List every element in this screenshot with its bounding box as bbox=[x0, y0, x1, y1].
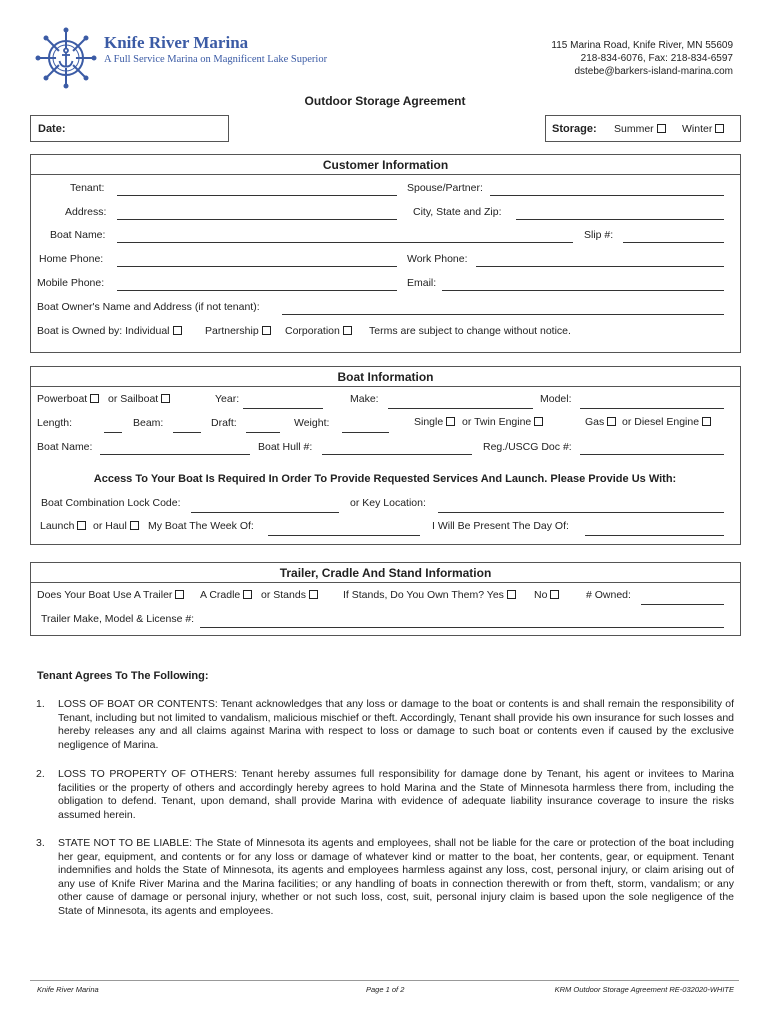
diesel-checkbox[interactable] bbox=[702, 417, 711, 426]
address-label: Address: bbox=[65, 206, 107, 218]
reg-label: Reg./USCG Doc #: bbox=[483, 441, 572, 453]
summer-label: Summer bbox=[614, 123, 654, 135]
summer-checkbox[interactable] bbox=[657, 124, 666, 133]
footer-right: KRM Outdoor Storage Agreement RE-032020-WHITE bbox=[554, 985, 734, 994]
term-2-text: LOSS TO PROPERTY OF OTHERS: Tenant hereby assumes full responsibility for damage done by Tenant, his agent or invitees to Marina facilities or the property of others and accordingly hereby agrees to hold Marina and the State of Minnesota harmless there from, including the obligation to defend. Tenant, upon demand, shall provide Marina with evidence of adequate liability insurance coverage to insure the risks assumed herein. bbox=[58, 768, 734, 821]
single-engine-checkbox[interactable] bbox=[446, 417, 455, 426]
year-label: Year: bbox=[215, 393, 240, 405]
boat-header-bar bbox=[30, 366, 741, 387]
corporation-checkbox[interactable] bbox=[343, 326, 352, 335]
model-field[interactable] bbox=[580, 408, 724, 409]
date-label: Date: bbox=[38, 123, 66, 135]
customer-header-bar bbox=[30, 154, 741, 175]
twin-label: or Twin Engine bbox=[462, 416, 532, 428]
stands-label: or Stands bbox=[261, 589, 306, 601]
home-phone-field[interactable] bbox=[117, 266, 397, 267]
email-label: Email: bbox=[407, 277, 437, 289]
boat-name-2-label: Boat Name: bbox=[37, 441, 93, 453]
make-field[interactable] bbox=[388, 408, 533, 409]
trailer-header-bar bbox=[30, 562, 741, 583]
ships-wheel-logo-icon bbox=[34, 26, 98, 90]
boat-name-field[interactable] bbox=[117, 242, 573, 243]
work-phone-field[interactable] bbox=[476, 266, 724, 267]
twin-engine-checkbox[interactable] bbox=[534, 417, 543, 426]
individual-checkbox[interactable] bbox=[173, 326, 182, 335]
length-label: Length: bbox=[37, 417, 73, 429]
year-field[interactable] bbox=[243, 408, 323, 409]
own-stands-no-option[interactable] bbox=[534, 589, 559, 601]
form-title: Outdoor Storage Agreement bbox=[304, 94, 466, 108]
term-3-text: STATE NOT TO BE LIABLE: The State of Minnesota its agents and employees, shall not be liable for the care or protection of the boat including her gear, equipment, and contents or for any loss or damage of whatever kind or matter to the boat, her contents, gear, or equipment. Tenant indemnifies and holds the State of Minnesota, its agents and employees harmless against any loss, cost, personal injury, or claim arising out of any use of Knife River Marina and the Marina facilities; or any handling of boats in connection therewith or from theft, storm, vandalism; or any other cause of damage or personal injury, whether or not such loss, cost, suit, personal injury claim is based upon the sole negligence of the State of Minnesota, its agents and employees. bbox=[58, 837, 734, 917]
present-day-field[interactable] bbox=[585, 535, 724, 536]
owned-by-label: Boat is Owned by: Individual bbox=[37, 325, 170, 337]
haul-checkbox[interactable] bbox=[130, 521, 139, 530]
gas-label: Gas bbox=[585, 416, 605, 428]
work-phone-label: Work Phone: bbox=[407, 253, 468, 265]
slip-label: Slip #: bbox=[584, 229, 614, 241]
city-label: City, State and Zip: bbox=[413, 206, 502, 218]
term-1-number: 1. bbox=[36, 698, 45, 710]
powerboat-option[interactable] bbox=[37, 393, 99, 405]
winter-option[interactable] bbox=[682, 123, 724, 135]
launch-checkbox[interactable] bbox=[77, 521, 86, 530]
cradle-checkbox[interactable] bbox=[243, 590, 252, 599]
owner-label: Boat Owner's Name and Address (if not tenant): bbox=[37, 301, 260, 313]
key-location-field[interactable] bbox=[438, 512, 724, 513]
length-field[interactable] bbox=[104, 432, 122, 433]
model-label: Model: bbox=[540, 393, 572, 405]
launch-option[interactable] bbox=[40, 520, 86, 532]
week-of-label: My Boat The Week Of: bbox=[148, 520, 254, 532]
beam-label: Beam: bbox=[133, 417, 164, 429]
sailboat-checkbox[interactable] bbox=[161, 394, 170, 403]
diesel-option[interactable] bbox=[622, 416, 711, 428]
trailer-section-title: Trailer, Cradle And Stand Information bbox=[279, 566, 492, 580]
summer-option[interactable] bbox=[614, 123, 666, 135]
partnership-checkbox[interactable] bbox=[262, 326, 271, 335]
customer-section-title: Customer Information bbox=[322, 158, 449, 172]
spouse-field[interactable] bbox=[490, 195, 724, 196]
twin-engine-option[interactable] bbox=[462, 416, 543, 428]
term-1-text: LOSS OF BOAT OR CONTENTS: Tenant acknowledges that any loss or damage to the boat or contents is and shall remain the responsibility of Tenant, including but not limited to vandalism, malicious mischief or theft. Accordingly, Tenant shall provide his own insurance for such losses and hereby releases any and all claims against Marina with respect to loss or damage to such boat or contents even if caused by the exclusive negligence of Marina. bbox=[58, 698, 734, 751]
corporation-label: Corporation bbox=[285, 325, 340, 337]
tenant-field[interactable] bbox=[117, 195, 397, 196]
gas-option[interactable] bbox=[585, 416, 616, 428]
trailer-make-field[interactable] bbox=[200, 627, 724, 628]
powerboat-checkbox[interactable] bbox=[90, 394, 99, 403]
marina-email: dstebe@barkers-island-marina.com bbox=[574, 66, 733, 77]
owned-field[interactable] bbox=[641, 604, 724, 605]
hull-field[interactable] bbox=[322, 454, 472, 455]
partnership-label: Partnership bbox=[205, 325, 259, 337]
trailer-question-label: Does Your Boat Use A Trailer bbox=[37, 589, 173, 601]
own-stands-yes-checkbox[interactable] bbox=[507, 590, 516, 599]
date-box[interactable] bbox=[30, 115, 229, 142]
launch-label: Launch bbox=[40, 520, 75, 532]
owned-by-individual[interactable] bbox=[37, 325, 182, 337]
beam-field[interactable] bbox=[173, 432, 201, 433]
own-stands-yes-option[interactable] bbox=[343, 589, 516, 601]
email-field[interactable] bbox=[442, 290, 724, 291]
footer-left: Knife River Marina bbox=[37, 985, 99, 994]
term-2-number: 2. bbox=[36, 768, 45, 780]
owner-field[interactable] bbox=[282, 314, 724, 315]
boat-section-title: Boat Information bbox=[337, 370, 434, 384]
lock-code-field[interactable] bbox=[191, 512, 339, 513]
trailer-make-label: Trailer Make, Model & License #: bbox=[41, 613, 195, 625]
marina-address: 115 Marina Road, Knife River, MN 55609 bbox=[551, 40, 733, 51]
single-label: Single bbox=[414, 416, 444, 428]
no-label: No bbox=[534, 589, 548, 601]
draft-label: Draft: bbox=[211, 417, 237, 429]
owned-by-partnership[interactable] bbox=[205, 325, 271, 337]
own-stands-no-checkbox[interactable] bbox=[550, 590, 559, 599]
present-day-label: I Will Be Present The Day Of: bbox=[432, 520, 569, 532]
city-field[interactable] bbox=[516, 219, 724, 220]
storage-box bbox=[545, 115, 741, 142]
cradle-label: A Cradle bbox=[200, 589, 241, 601]
winter-checkbox[interactable] bbox=[715, 124, 724, 133]
boat-name-label: Boat Name: bbox=[50, 229, 106, 241]
diesel-label: or Diesel Engine bbox=[622, 416, 700, 428]
weight-field[interactable] bbox=[342, 432, 389, 433]
spouse-label: Spouse/Partner: bbox=[407, 182, 483, 194]
cradle-option[interactable] bbox=[200, 589, 252, 601]
powerboat-label: Powerboat bbox=[37, 393, 88, 405]
home-phone-label: Home Phone: bbox=[39, 253, 104, 265]
gas-checkbox[interactable] bbox=[607, 417, 616, 426]
footer-divider bbox=[30, 980, 739, 981]
lock-code-label: Boat Combination Lock Code: bbox=[41, 497, 181, 509]
term-3-number: 3. bbox=[36, 837, 45, 849]
mobile-phone-field[interactable] bbox=[117, 290, 397, 291]
boat-name-2-field[interactable] bbox=[100, 454, 250, 455]
brand-name: Knife River Marina bbox=[104, 33, 249, 52]
trailer-checkbox[interactable] bbox=[175, 590, 184, 599]
mobile-phone-label: Mobile Phone: bbox=[37, 277, 105, 289]
stands-checkbox[interactable] bbox=[309, 590, 318, 599]
single-engine-option[interactable] bbox=[414, 416, 455, 428]
terms-notice: Terms are subject to change without notice. bbox=[369, 325, 571, 337]
haul-label: or Haul bbox=[93, 520, 127, 532]
address-field[interactable] bbox=[117, 219, 397, 220]
sailboat-label: or Sailboat bbox=[108, 393, 159, 405]
brand-tagline: A Full Service Marina on Magnificent Lake Superior bbox=[104, 54, 328, 65]
owned-by-corporation[interactable] bbox=[285, 325, 352, 337]
reg-field[interactable] bbox=[580, 454, 724, 455]
trailer-option[interactable] bbox=[37, 589, 184, 601]
own-stands-label: If Stands, Do You Own Them? Yes bbox=[343, 589, 504, 601]
hull-label: Boat Hull #: bbox=[258, 441, 313, 453]
make-label: Make: bbox=[350, 393, 379, 405]
tenant-label: Tenant: bbox=[70, 182, 105, 194]
key-location-label: or Key Location: bbox=[350, 497, 426, 509]
footer-page: Page 1 of 2 bbox=[366, 985, 405, 994]
owned-label: # Owned: bbox=[586, 589, 631, 601]
sailboat-option[interactable] bbox=[108, 393, 170, 405]
access-notice: Access To Your Boat Is Required In Order To Provide Requested Services And Launch. Please Provide Us With: bbox=[93, 473, 677, 485]
winter-label: Winter bbox=[682, 123, 713, 135]
storage-label: Storage: bbox=[552, 123, 597, 135]
draft-field[interactable] bbox=[246, 432, 280, 433]
haul-option[interactable] bbox=[93, 520, 139, 532]
stands-option[interactable] bbox=[261, 589, 318, 601]
week-of-field[interactable] bbox=[268, 535, 420, 536]
terms-heading: Tenant Agrees To The Following: bbox=[37, 670, 209, 682]
marina-phone: 218-834-6076, Fax: 218-834-6597 bbox=[580, 53, 733, 64]
weight-label: Weight: bbox=[294, 417, 330, 429]
slip-field[interactable] bbox=[623, 242, 724, 243]
customer-information-section bbox=[30, 154, 741, 353]
